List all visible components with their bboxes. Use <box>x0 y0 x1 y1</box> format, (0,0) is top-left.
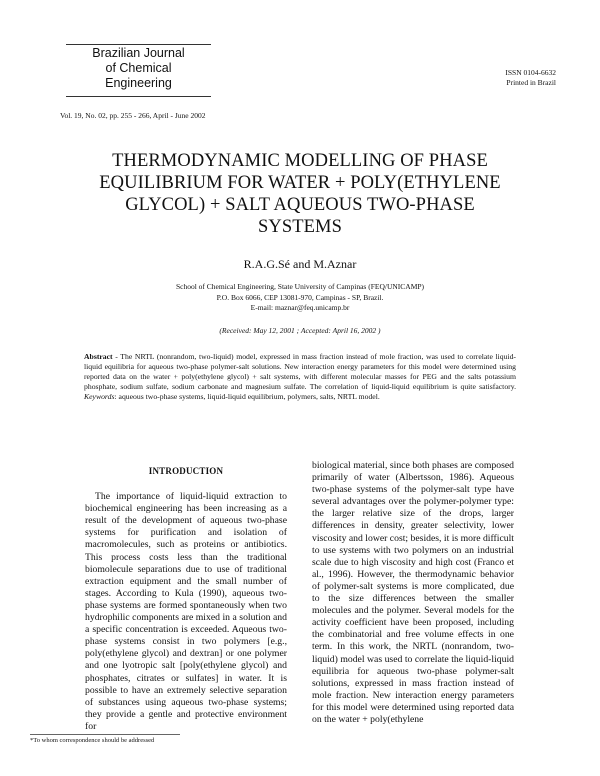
paper-title <box>40 150 560 238</box>
body-column-right <box>312 460 514 726</box>
abstract-text: - The NRTL (nonrandom, two-liquid) model, expressed in mass fraction instead of mole fraction, was used to correlate liquid-liquid equilibria for aqueous two-phase polymer-salt solutions. New interaction energy parameters for this model were determined using reported data on the water + poly(ethylene glycol) + salt systems, with different molecular masses for PEG and the salts potassium phosphate, sodium sulfate, sodium carbonate and magnesium sulfate. The correlation of liquid-liquid equilibrium is quite satisfactory. <box>84 352 516 391</box>
footnote-rule <box>30 734 180 735</box>
affiliation-line2: P.O. Box 6066, CEP 13081-970, Campinas - SP, Brazil. <box>216 292 384 302</box>
received-dates: (Received: May 12, 2001 ; Accepted: April 16, 2002 ) <box>219 326 381 335</box>
issn-number: ISSN 0104-6632 <box>505 68 556 77</box>
title-line2: EQUILIBRIUM FOR WATER + POLY(ETHYLENE <box>99 173 501 193</box>
affiliation-email: E-mail: maznar@feq.unicamp.br <box>250 303 350 312</box>
body-column-left <box>85 465 287 733</box>
journal-name-line2: of Chemical <box>105 61 172 75</box>
affiliation-line1: School of Chemical Engineering, State University of Campinas (FEQ/UNICAMP) <box>175 282 425 291</box>
authors: R.A.G.Sé and M.Aznar <box>243 257 357 271</box>
journal-name-line3: Engineering <box>105 76 172 90</box>
journal-top-rule <box>66 44 211 45</box>
issn-block <box>505 68 556 88</box>
title-line4: SYSTEMS <box>258 217 342 237</box>
keywords-label: Keywords <box>84 392 115 401</box>
abstract <box>84 352 516 402</box>
title-line1: THERMODYNAMIC MODELLING OF PHASE <box>112 151 488 171</box>
printed-in: Printed in Brazil <box>506 78 556 87</box>
journal-name <box>66 46 211 91</box>
title-line3: GLYCOL) + SALT AQUEOUS TWO-PHASE <box>125 195 475 215</box>
volume-info: Vol. 19, No. 02, pp. 255 - 266, April - June 2002 <box>60 111 206 120</box>
abstract-label: Abstract <box>84 352 113 361</box>
journal-name-line1: Brazilian Journal <box>92 46 185 60</box>
footnote: *To whom correspondence should be addressed <box>30 737 155 744</box>
affiliation <box>0 282 600 314</box>
introduction-heading: INTRODUCTION <box>148 466 224 476</box>
journal-bottom-rule <box>66 96 211 97</box>
introduction-paragraph-1: The importance of liquid-liquid extraction to biochemical engineering has been increasing as a result of the development of aqueous two-phase systems for purification and isolation of macromolecules, such as proteins or antibiotics. This process costs less than the traditional biomolecule separations due to use of traditional extraction equipment and the small number of stages. According to Kula (1990), aqueous two-phase systems are formed spontaneously when two hydrophilic components are mixed in a solution and a specific concentration is exceeded. Aqueous two-phase systems consist in two polymers [e.g., poly(ethylene glycol) and dextran] or one polymer and one lyotropic salt [poly(ethylene glycol) and phosphates, citrates or sulfates] in water. It is possible to have an extremely selective separation of substances using aqueous two-phase systems; they provide a gentle and protective environment for <box>85 491 287 732</box>
introduction-paragraph-continued: biological material, since both phases are composed primarily of water (Albertsson, 1986). Aqueous two-phase systems of the polymer-salt type have several advantages over the polymer-polymer type: the larger relative size of the drops, larger differences in density, greater selectivity, lower viscosity and lower cost; besides, it is more difficult to use systems with two polymers on an industrial scale due to high viscosity and high cost (Franco et al., 1996). However, the thermodynamic behavior of polymer-salt systems is more complicated, due to the size differences between the smaller molecules and the polymer. Several models for the activity coefficient have been proposed, including the combinatorial and free volume effects in one term. In this work, the NRTL (nonrandom, two-liquid) model was used to correlate the liquid-liquid equilibria for aqueous two-phase polymer-salt solutions, expressed in mass fraction instead of mole fraction. New interaction energy parameters for this model were determined using reported data on the water + poly(ethylene <box>312 460 514 725</box>
keywords-text: : aqueous two-phase systems, liquid-liquid equilibrium, polymers, salts, NRTL model. <box>114 392 380 401</box>
